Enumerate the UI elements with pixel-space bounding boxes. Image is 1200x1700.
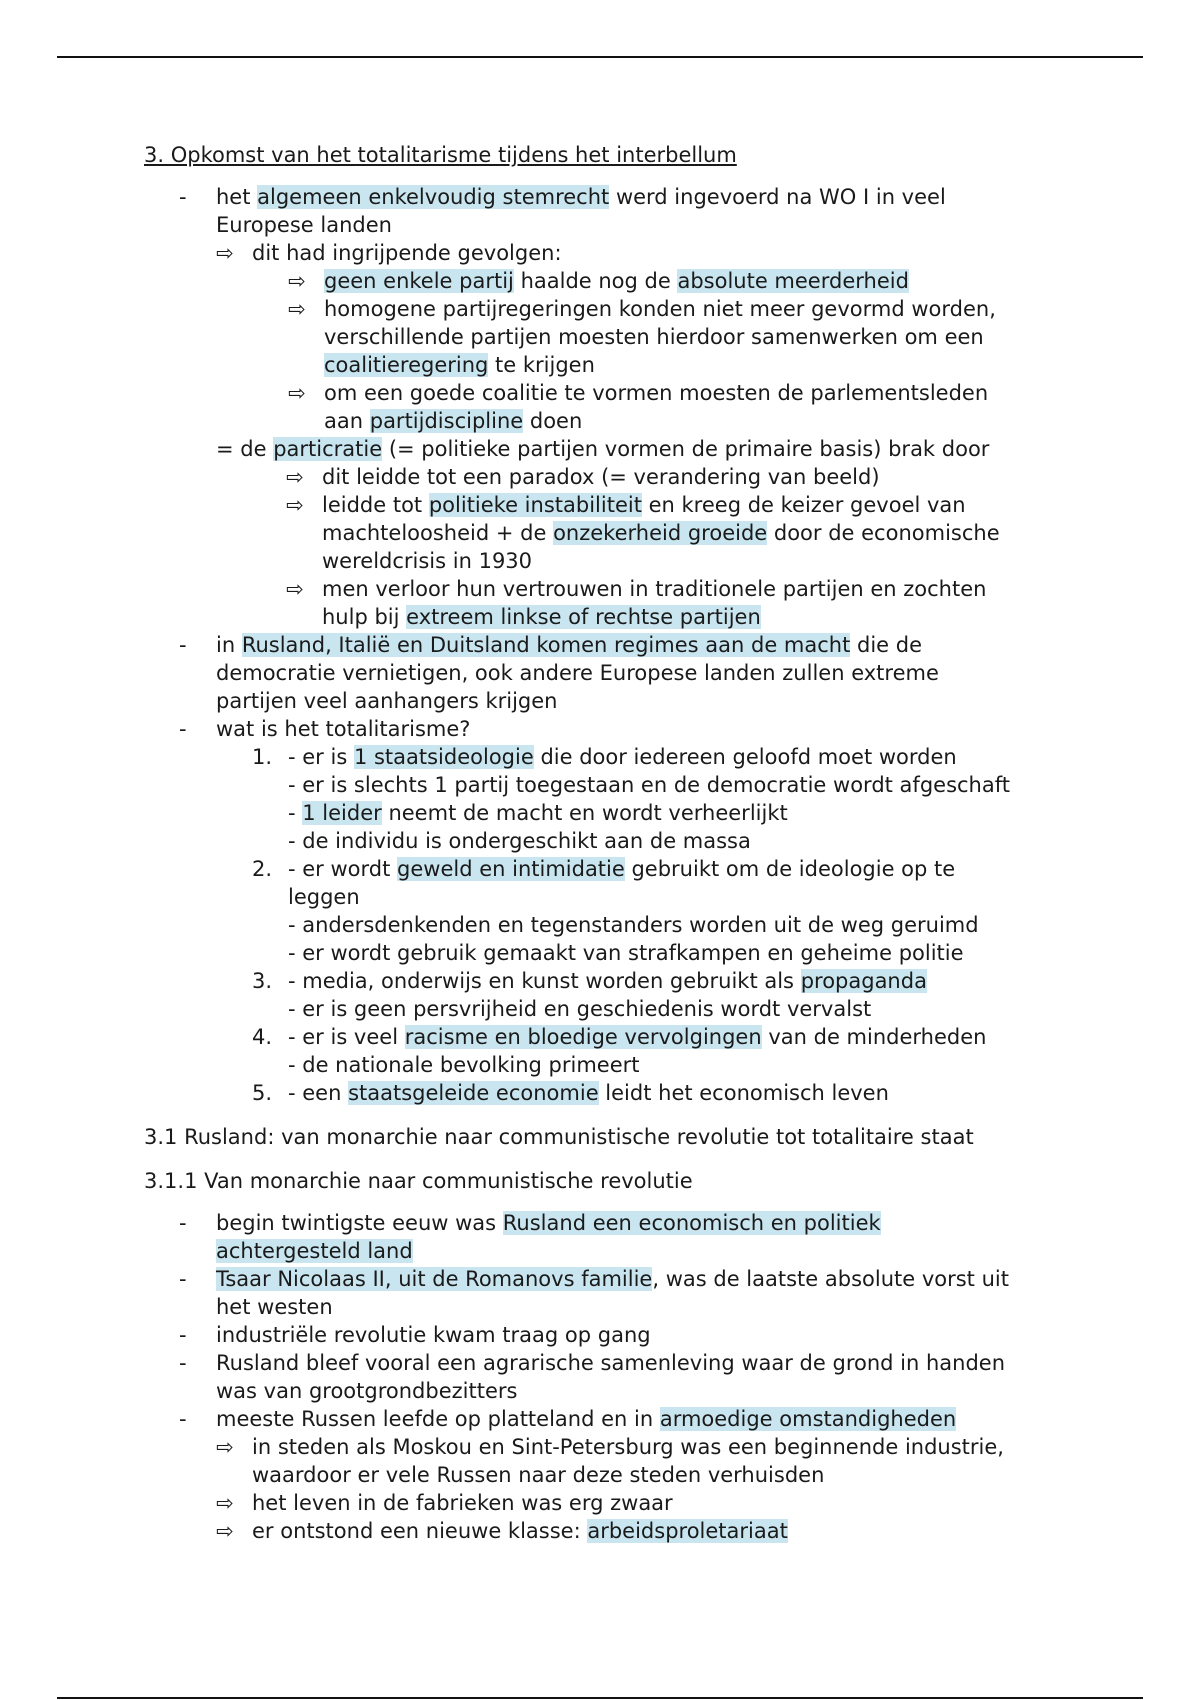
arrow-item-cont: wereldcrisis in 1930 [322,549,533,573]
arrow-icon: ⇨ [288,381,306,405]
highlight: algemeen enkelvoudig stemrecht [257,185,610,209]
arrow-item: ⇨ dit had ingrijpende gevolgen: [216,241,562,265]
highlight: arbeidsproletariaat [587,1519,788,1543]
list-item: - Rusland bleef vooral een agrarische samenleving waar de grond in handen [179,1351,1006,1375]
bullet-dash: - [179,1407,187,1431]
arrow-icon: ⇨ [216,241,234,265]
arrow-item: ⇨ leidde tot politieke instabiliteit en kreeg de keizer gevoel van [286,493,966,517]
arrow-item: ⇨ dit leidde tot een paradox (= verandering van beeld) [286,465,880,489]
bullet-dash: - [179,633,187,657]
highlight: coalitieregering [324,353,489,377]
highlight: 1 staatsideologie [353,745,534,769]
arrow-item: ⇨ om een goede coalitie te vormen moesten de parlementsleden [288,381,989,405]
document-body [144,141,1144,1545]
highlight: geen enkele partij [324,269,514,293]
arrow-item-cont: aan partijdiscipline doen [324,409,583,433]
bullet-dash: - [179,185,187,209]
numbered-item-cont: leggen [288,885,360,909]
highlight: armoedige omstandigheden [659,1407,957,1431]
highlight: racisme en bloedige vervolgingen [404,1025,762,1049]
numbered-item: 4. - er is veel racisme en bloedige vervolgingen van de minderheden [252,1025,987,1049]
highlight: Tsaar Nicolaas II, uit de Romanovs familie [216,1267,653,1291]
list-item: - het algemeen enkelvoudig stemrecht werd ingevoerd na WO I in veel [179,185,946,209]
numbered-item-cont: - er is geen persvrijheid en geschiedenis wordt vervalst [288,997,872,1021]
highlight: partijdiscipline [369,409,524,433]
list-item-cont: Europese landen [216,213,392,237]
arrow-item-cont: hulp bij extreem linkse of rechtse partijen [322,605,761,629]
numbered-item-cont: - er wordt gebruik gemaakt van strafkampen en geheime politie [288,941,964,965]
section-3-1-title: 3.1 Rusland: van monarchie naar communistische revolutie tot totalitaire staat [144,1125,974,1149]
numbered-item: 3. - media, onderwijs en kunst worden gebruikt als propaganda [252,969,927,993]
arrow-item-cont: coalitieregering te krijgen [324,353,595,377]
arrow-item-cont: machteloosheid + de onzekerheid groeide door de economische [322,521,1000,545]
numbered-item: 2. - er wordt geweld en intimidatie gebruikt om de ideologie op te [252,857,956,881]
list-item-cont: democratie vernietigen, ook andere Europese landen zullen extreme [216,661,939,685]
list-item: - in Rusland, Italië en Duitsland komen regimes aan de macht die de [179,633,923,657]
arrow-item: ⇨ geen enkele partij haalde nog de absolute meerderheid [288,269,909,293]
list-item-cont [144,1237,1144,1265]
list-item-cont: het westen [216,1295,333,1319]
highlight: staatsgeleide economie [348,1081,599,1105]
arrow-icon: ⇨ [288,269,306,293]
item-number: 1. [252,745,273,769]
list-item: - wat is het totalitarisme? [179,717,471,741]
highlight: 1 leider [302,801,382,825]
arrow-icon: ⇨ [286,577,304,601]
section-3-title: 3. Opkomst van het totalitarisme tijdens het interbellum [144,143,737,167]
list-item-cont: was van grootgrondbezitters [216,1379,518,1403]
numbered-item-cont: - de individu is ondergeschikt aan de massa [288,829,751,853]
list-item: - begin twintigste eeuw was Rusland een economisch en politiek [179,1211,881,1235]
arrow-icon: ⇨ [216,1519,234,1543]
highlight: absolute meerderheid [677,269,909,293]
bullet-dash: - [179,1323,187,1347]
highlight: propaganda [800,969,927,993]
item-number: 2. [252,857,273,881]
header-rule [57,56,1143,58]
arrow-item: ⇨ men verloor hun vertrouwen in traditionele partijen en zochten [286,577,987,601]
arrow-item-cont: waardoor er vele Russen naar deze steden verhuisden [252,1463,825,1487]
bullet-dash: - [179,1351,187,1375]
numbered-item-cont: - de nationale bevolking primeert [288,1053,640,1077]
highlight: Rusland, Italië en Duitsland komen regimes aan de macht [241,633,851,657]
arrow-item: ⇨ het leven in de fabrieken was erg zwaar [216,1491,673,1515]
item-number: 4. [252,1025,273,1049]
footer-rule [57,1697,1143,1699]
list-item: - Tsaar Nicolaas II, uit de Romanovs familie, was de laatste absolute vorst uit [179,1267,1009,1291]
bullet-dash: - [179,717,187,741]
arrow-icon: ⇨ [288,297,306,321]
highlight: Rusland een economisch en politiek [502,1211,881,1235]
numbered-item: 5. - een staatsgeleide economie leidt het economisch leven [252,1081,889,1105]
arrow-item: ⇨ homogene partijregeringen konden niet meer gevormd worden, [288,297,996,321]
highlight: particratie [273,437,383,461]
arrow-icon: ⇨ [216,1435,234,1459]
arrow-icon: ⇨ [286,465,304,489]
numbered-item-cont: - 1 leider neemt de macht en wordt verheerlijkt [288,801,788,825]
equation-line: = de particratie (= politieke partijen vormen de primaire basis) brak door [216,437,990,461]
numbered-item: 1. - er is 1 staatsideologie die door iedereen geloofd moet worden [252,745,957,769]
highlight: achtergesteld land [216,1239,413,1263]
arrow-item-cont: verschillende partijen moesten hierdoor samenwerken om een [324,325,984,349]
list-item-cont: partijen veel aanhangers krijgen [216,689,558,713]
highlight: geweld en intimidatie [397,857,625,881]
list-item: - meeste Russen leefde op platteland en in armoedige omstandigheden [179,1407,957,1431]
section-3-1-1-title: 3.1.1 Van monarchie naar communistische revolutie [144,1169,693,1193]
highlight: extreem linkse of rechtse partijen [406,605,761,629]
item-number: 5. [252,1081,273,1105]
arrow-item: ⇨ er ontstond een nieuwe klasse: arbeidsproletariaat [216,1519,788,1543]
arrow-icon: ⇨ [216,1491,234,1515]
item-number: 3. [252,969,273,993]
numbered-item-cont: - andersdenkenden en tegenstanders worden uit de weg geruimd [288,913,979,937]
bullet-dash: - [179,1211,187,1235]
list-item: - industriële revolutie kwam traag op gang [179,1323,651,1347]
arrow-item: ⇨ in steden als Moskou en Sint-Petersburg was een beginnende industrie, [216,1435,1004,1459]
arrow-icon: ⇨ [286,493,304,517]
bullet-dash: - [179,1267,187,1291]
highlight: politieke instabiliteit [428,493,642,517]
highlight: onzekerheid groeide [553,521,768,545]
numbered-item-cont: - er is slechts 1 partij toegestaan en de democratie wordt afgeschaft [288,773,1010,797]
